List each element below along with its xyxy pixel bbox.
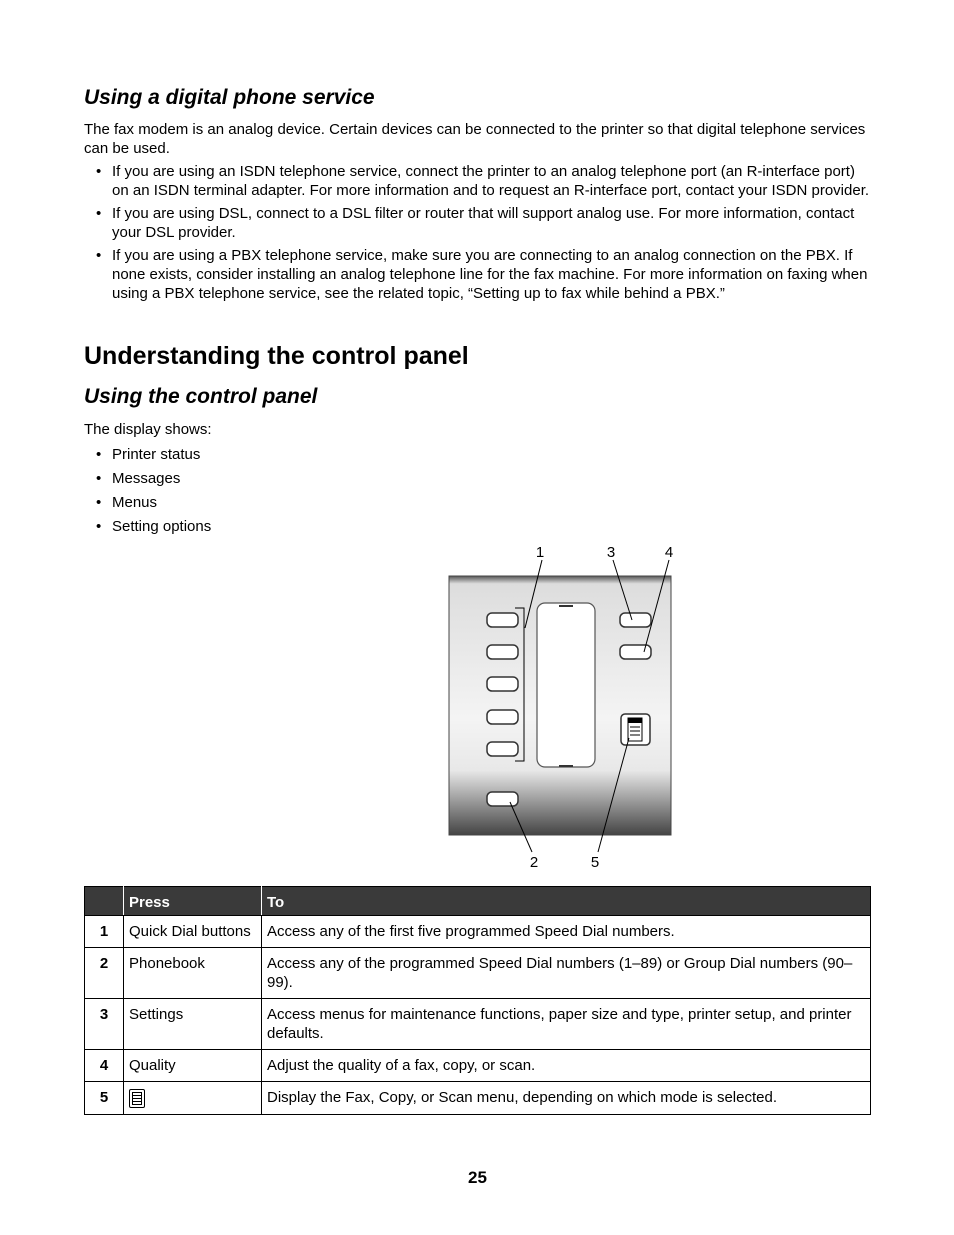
intro-paragraph: The fax modem is an analog device. Certain devices can be connected to the printer so that digital telephone services can be used. — [84, 121, 866, 157]
row-press: Quick Dial buttons — [124, 916, 262, 948]
digital-service-bullets — [84, 162, 871, 303]
quality-button-shape — [620, 645, 651, 659]
row-to: Adjust the quality of a fax, copy, or scan. — [262, 1050, 871, 1082]
section-heading-digital-phone: Using a digital phone service — [84, 86, 375, 109]
callout-3: 3 — [606, 544, 616, 561]
bullet-isdn: • If you are using an ISDN telephone service, connect the printer to an analog telephone port (an R-interface port) on an ISDN terminal adapter. For more information and to request an R-interface port, contact your ISDN provider. — [84, 162, 871, 200]
callout-4: 4 — [664, 544, 674, 561]
row-to: Access menus for maintenance functions, paper size and type, printer setup, and printer defaults. — [262, 999, 871, 1050]
table-row — [85, 916, 871, 948]
display-bullets — [84, 443, 871, 539]
bullet-dsl: • If you are using DSL, connect to a DSL filter or router that will support analog use. For more information, contact your DSL provider. — [84, 204, 871, 242]
table-row — [85, 948, 871, 999]
row-number: 2 — [85, 948, 124, 999]
row-number: 5 — [85, 1082, 124, 1115]
bullet-setting-options: • Setting options — [84, 515, 871, 539]
menu-icon — [621, 714, 650, 745]
table-header-num — [85, 887, 124, 916]
row-to: Access any of the programmed Speed Dial numbers (1–89) or Group Dial numbers (90–99). — [262, 948, 871, 999]
control-panel-diagram — [439, 540, 699, 875]
bullet-printer-status: • Printer status — [84, 443, 871, 467]
table-header-to: To — [262, 887, 871, 916]
section-heading-control-panel: Using the control panel — [84, 385, 318, 408]
row-to: Display the Fax, Copy, or Scan menu, depending on which mode is selected. — [262, 1082, 871, 1115]
menu-icon — [129, 1089, 145, 1108]
table-header-press: Press — [124, 887, 262, 916]
bullet-menus: • Menus — [84, 491, 871, 515]
row-to: Access any of the first five programmed Speed Dial numbers. — [262, 916, 871, 948]
callout-1: 1 — [535, 544, 545, 561]
row-number: 4 — [85, 1050, 124, 1082]
table-row — [85, 1050, 871, 1082]
chapter-heading: Understanding the control panel — [84, 342, 469, 370]
control-panel-table — [84, 886, 871, 1115]
bullet-pbx: • If you are using a PBX telephone service, make sure you are connecting to an analog connection on the PBX. If none exists, consider installing an analog telephone line for the fax machine. For more information on faxing when using a PBX telephone service, see the related topic, “Setting up to fax while behind a PBX.” — [84, 246, 871, 303]
row-number: 1 — [85, 916, 124, 948]
row-press: Settings — [124, 999, 262, 1050]
callout-2: 2 — [529, 854, 539, 871]
table-row — [85, 999, 871, 1050]
row-number: 3 — [85, 999, 124, 1050]
row-press: Phonebook — [124, 948, 262, 999]
callout-5: 5 — [590, 854, 600, 871]
phonebook-button-shape — [487, 792, 518, 806]
bullet-messages: • Messages — [84, 467, 871, 491]
display-intro: The display shows: — [84, 421, 212, 438]
row-press — [124, 1082, 262, 1115]
row-press: Quality — [124, 1050, 262, 1082]
table-row — [85, 1082, 871, 1115]
table-header-row — [85, 887, 871, 916]
settings-button-shape — [620, 613, 651, 627]
page-number: 25 — [468, 1168, 487, 1187]
